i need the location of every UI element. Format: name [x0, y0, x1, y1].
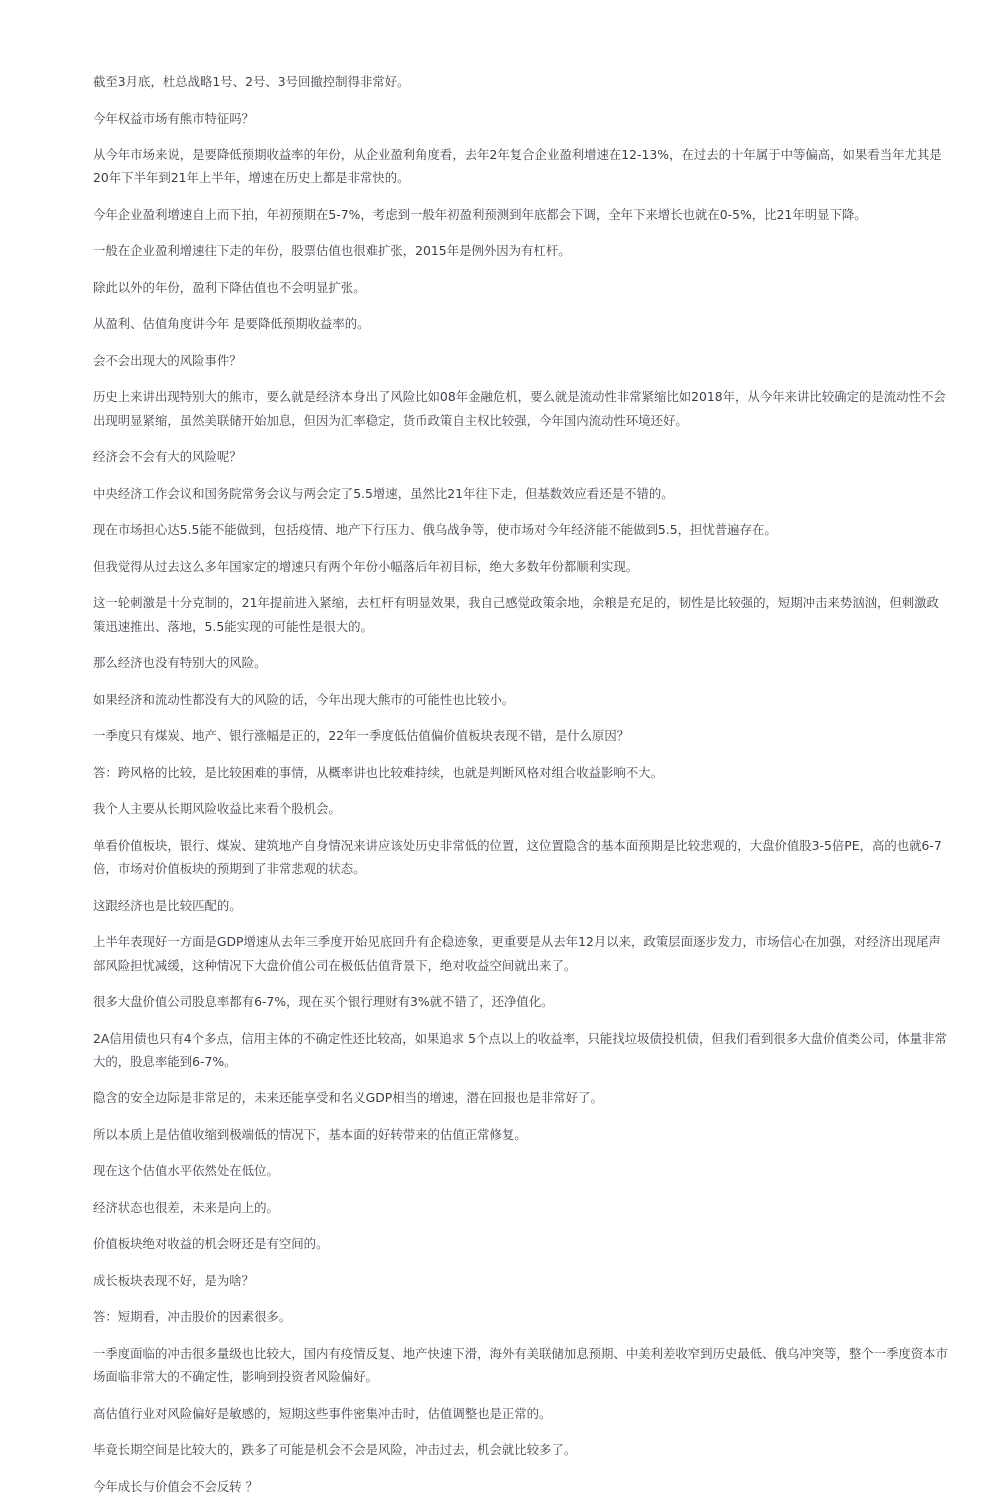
paragraph: 答：短期看，冲击股价的因素很多。 — [93, 1309, 292, 1325]
paragraph: 经济会不会有大的风险呢？ — [93, 449, 242, 465]
paragraph: 高估值行业对风险偏好是敏感的，短期这些事件密集冲击时，估值调整也是正常的。 — [93, 1405, 552, 1421]
paragraph: 那么经济也没有特别大的风险。 — [93, 655, 267, 671]
paragraph: 会不会出现大的风险事件？ — [93, 352, 242, 368]
paragraph: 这一轮刺激是十分克制的，21年提前进入紧缩，去杠杆有明显效果，我自己感觉政策余地，余粮是充足的，韧性是比较强的，短期冲击来势汹汹，但刺激政策迅速推出、落地，5.5能实现的可能性是很大的。 — [93, 595, 939, 634]
paragraph: 历史上来讲出现特别大的熊市，要么就是经济本身出了风险比如08年金融危机，要么就是流动性非常紧缩比如2018年，从今年来讲比较确定的是流动性不会出现明显紧缩，虽然美联储开始加息，但因为汇率稳定，货币政策自主权比较强，今年国内流动性环境还好。 — [93, 389, 946, 428]
paragraph: 我个人主要从长期风险收益比来看个股机会。 — [93, 801, 341, 817]
paragraph: 今年成长与价值会不会反转 ？ — [93, 1478, 259, 1494]
paragraph: 成长板块表现不好，是为啥？ — [93, 1272, 255, 1288]
paragraph: 经济状态也很差，未来是向上的。 — [93, 1199, 279, 1215]
paragraph: 现在这个估值水平依然处在低位。 — [93, 1163, 279, 1179]
document-body — [93, 70, 949, 1511]
paragraph: 很多大盘价值公司股息率都有6-7%，现在买个银行理财有3%就不错了，还净值化。 — [93, 994, 554, 1010]
paragraph: 隐含的安全边际是非常足的，未来还能享受和名义GDP相当的增速，潜在回报也是非常好了。 — [93, 1090, 603, 1106]
paragraph: 从盈利、估值角度讲今年 是要降低预期收益率的。 — [93, 316, 370, 332]
paragraph: 一季度面临的冲击很多量级也比较大，国内有疫情反复、地产快速下滑，海外有美联储加息预期、中美利差收窄到历史最低、俄乌冲突等，整个一季度资本市场面临非常大的不确定性，影响到投资者风险偏好。 — [93, 1345, 948, 1385]
paragraph: 今年企业盈利增速自上而下拍，年初预期在5-7%，考虑到一般年初盈利预测到年底都会下调，全年下来增长也就在0-5%，比21年明显下降。 — [93, 206, 867, 222]
paragraph: 除此以外的年份，盈利下降估值也不会明显扩张。 — [93, 279, 366, 295]
paragraph: 截至3月底，杜总战略1号、2号、3号回撤控制得非常好。 — [93, 74, 410, 89]
paragraph: 毕竟长期空间是比较大的，跌多了可能是机会不会是风险，冲击过去，机会就比较多了。 — [93, 1442, 577, 1458]
paragraph: 价值板块绝对收益的机会呀还是有空间的。 — [93, 1236, 329, 1252]
paragraph: 单看价值板块，银行、煤炭、建筑地产自身情况来讲应该处历史非常低的位置，这位置隐含的基本面预期是比较悲观的，大盘价值股3-5倍PE，高的也就6-7倍，市场对价值板块的预期到了非常悲观的状态。 — [93, 837, 942, 877]
paragraph: 但我觉得从过去这么多年国家定的增速只有两个年份小幅落后年初目标，绝大多数年份都顺利实现。 — [93, 558, 639, 574]
paragraph: 一般在企业盈利增速往下走的年份，股票估值也很难扩张，2015年是例外因为有杠杆。 — [93, 243, 571, 259]
paragraph: 这跟经济也是比较匹配的。 — [93, 897, 242, 913]
paragraph: 从今年市场来说，是要降低预期收益率的年份，从企业盈利角度看，去年2年复合企业盈利增速在12-13%，在过去的十年属于中等偏高，如果看当年尤其是20年下半年到21年上半年，增速在历史上都是非常快的。 — [93, 147, 942, 186]
paragraph: 答：跨风格的比较，是比较困难的事情，从概率讲也比较难持续，也就是判断风格对组合收益影响不大。 — [93, 764, 663, 780]
paragraph: 中央经济工作会议和国务院常务会议与两会定了5.5增速，虽然比21年往下走，但基数效应看还是不错的。 — [93, 485, 674, 501]
paragraph: 现在市场担心达5.5能不能做到，包括疫情、地产下行压力、俄乌战争等，使市场对今年经济能不能做到5.5，担忧普遍存在。 — [93, 522, 777, 538]
paragraph: 今年权益市场有熊市特征吗？ — [93, 110, 255, 126]
paragraph: 上半年表现好一方面是GDP增速从去年三季度开始见底回升有企稳迹象，更重要是从去年12月以来，政策层面逐步发力，市场信心在加强，对经济出现尾声部风险担忧减缓，这种情况下大盘价值公司在极低估值背景下，绝对收益空间就出来了。 — [93, 934, 941, 973]
paragraph: 一季度只有煤炭、地产、银行涨幅是正的，22年一季度低估值偏价值板块表现不错，是什么原因？ — [93, 728, 630, 744]
paragraph: 如果经济和流动性都没有大的风险的话，今年出现大熊市的可能性也比较小。 — [93, 691, 515, 707]
paragraph: 2A信用债也只有4个多点，信用主体的不确定性还比较高，如果追求 5个点以上的收益率，只能找垃圾债投机债，但我们看到很多大盘价值类公司，体量非常大的，股息率能到6-7%。 — [93, 1030, 947, 1069]
paragraph: 所以本质上是估值收缩到极端低的情况下，基本面的好转带来的估值正常修复。 — [93, 1126, 527, 1142]
